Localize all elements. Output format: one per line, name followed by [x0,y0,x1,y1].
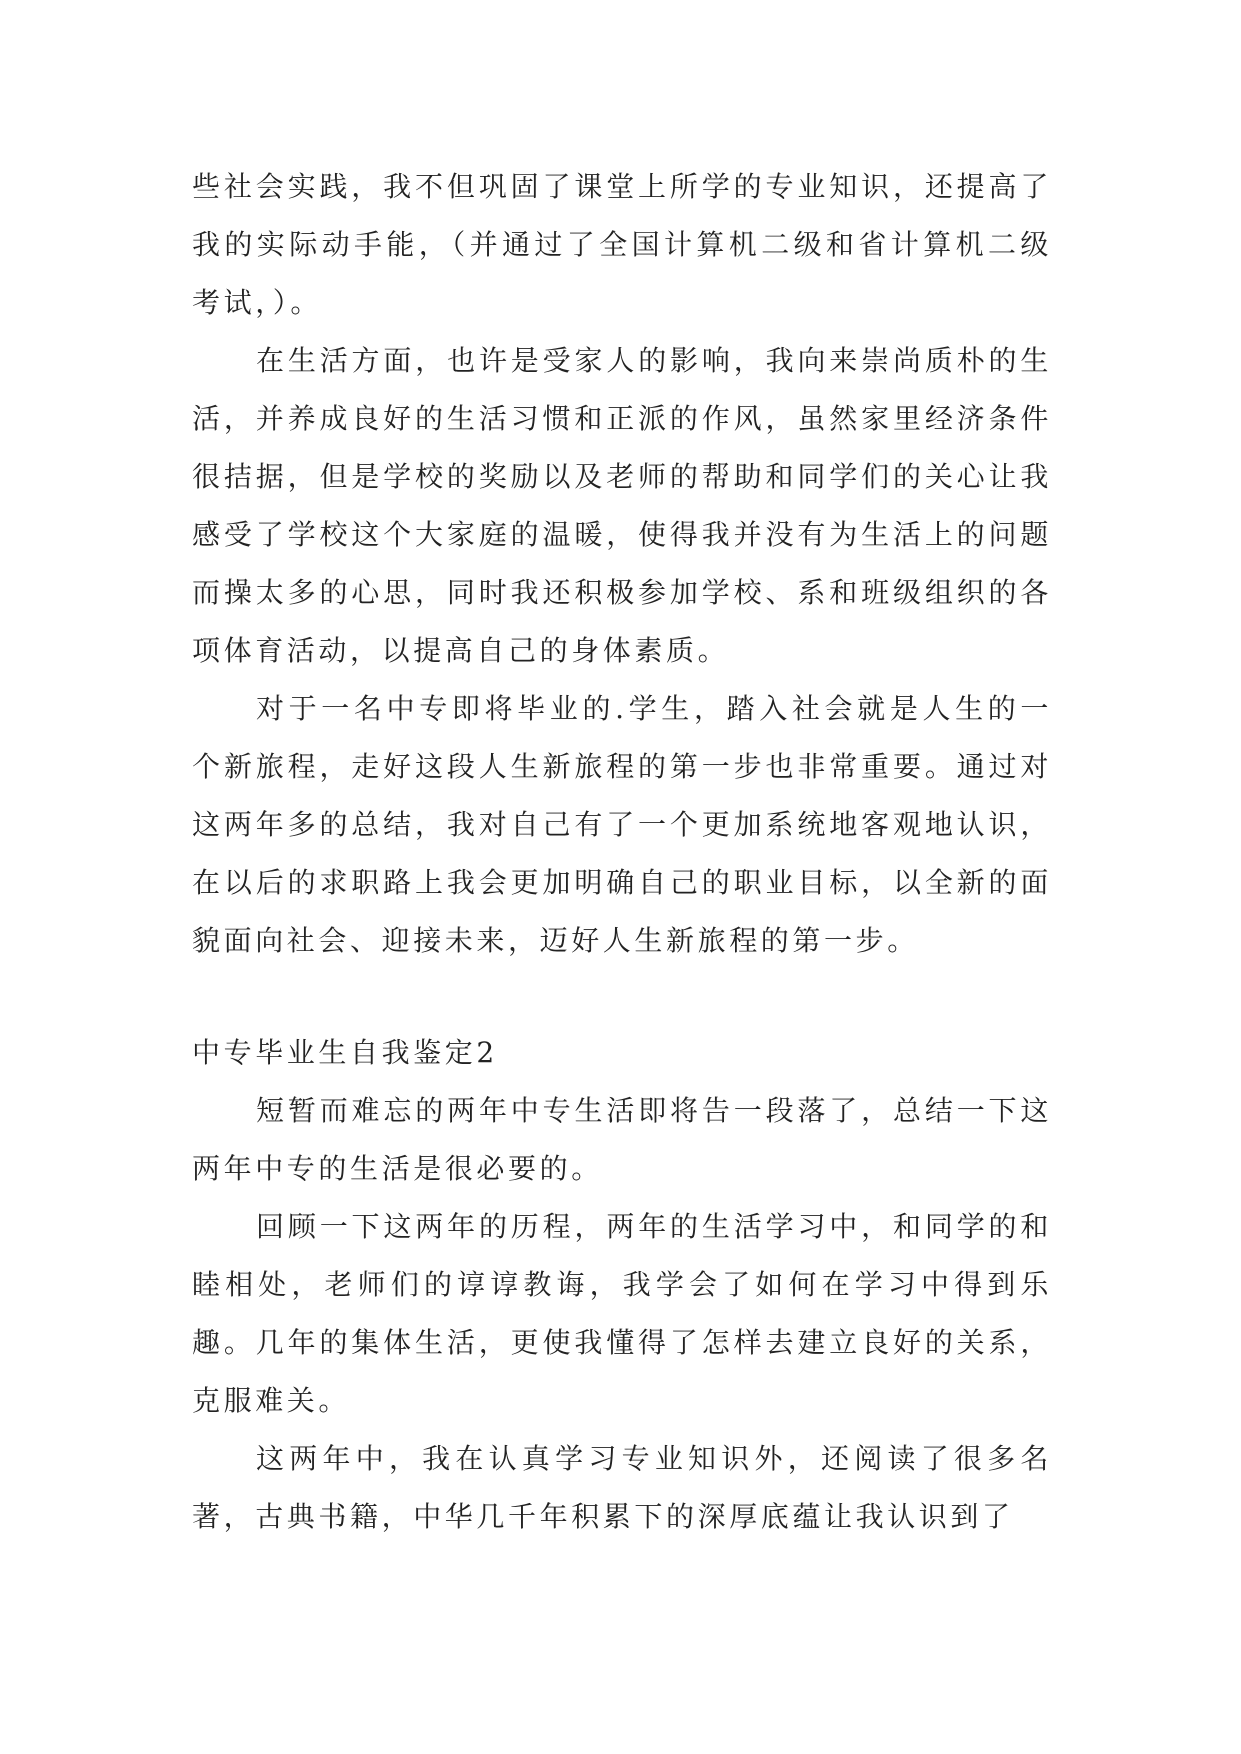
paragraph-4: 短暂而难忘的两年中专生活即将告一段落了，总结一下这两年中专的生活是很必要的。 [192,1094,1052,1185]
paragraph-1: 些社会实践，我不但巩固了课堂上所学的专业知识，还提高了我的实际动手能，（并通过了全国计算机二级和省计算机二级考试，）。 [192,170,1052,319]
paragraph-5: 回顾一下这两年的历程，两年的生活学习中，和同学的和睦相处，老师们的谆谆教诲，我学会了如何在学习中得到乐趣。几年的集体生活，更使我懂得了怎样去建立良好的关系，克服难关。 [192,1210,1052,1417]
section-heading: 中专毕业生自我鉴定2 [192,1036,498,1069]
paragraph-3: 对于一名中专即将毕业的.学生，踏入社会就是人生的一个新旅程，走好这段人生新旅程的第一步也非常重要。通过对这两年多的总结，我对自己有了一个更加系统地客观地认识，在以后的求职路上我会更加明确自己的职业目标，以全新的面貌面向社会、迎接未来，迈好人生新旅程的第一步。 [192,692,1052,957]
paragraph-2: 在生活方面，也许是受家人的影响，我向来崇尚质朴的生活，并养成良好的生活习惯和正派的作风，虽然家里经济条件很拮据，但是学校的奖励以及老师的帮助和同学们的关心让我感受了学校这个大家庭的温暖，使得我并没有为生活上的问题而操太多的心思，同时我还积极参加学校、系和班级组织的各项体育活动，以提高自己的身体素质。 [192,344,1052,667]
paragraph-6: 这两年中，我在认真学习专业知识外，还阅读了很多名著，古典书籍，中华几千年积累下的深厚底蕴让我认识到了 [192,1442,1052,1533]
document-body [192,158,1052,1546]
